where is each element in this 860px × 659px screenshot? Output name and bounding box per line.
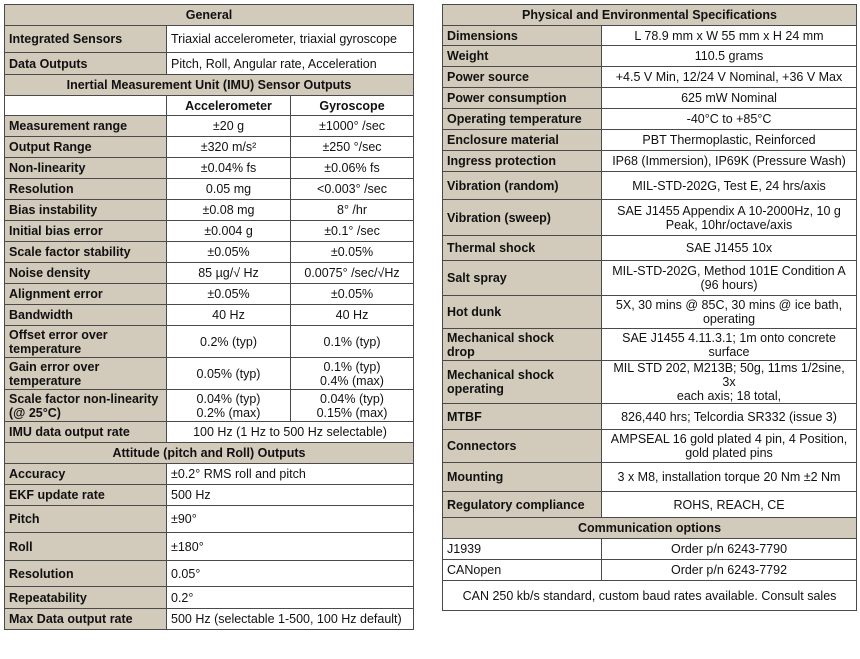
imu-row-accel-value: 0.05 mg bbox=[167, 179, 291, 200]
attitude-row-label: Resolution bbox=[5, 561, 167, 587]
physical-row-value: 3 x M8, installation torque 20 Nm ±2 Nm bbox=[602, 463, 857, 492]
attitude-row bbox=[5, 609, 414, 630]
physical-row-label: Mechanical shock drop bbox=[443, 329, 602, 361]
imu-row-gyro-value: 0.0075° /sec/√Hz bbox=[291, 263, 414, 284]
physical-row-value: MIL-STD-202G, Method 101E Condition A (96 hours) bbox=[602, 261, 857, 296]
attitude-row-label: Accuracy bbox=[5, 464, 167, 485]
physical-row-label: Mounting bbox=[443, 463, 602, 492]
gyroscope-column-header: Gyroscope bbox=[291, 96, 414, 116]
imu-row-gyro-value: 0.1% (typ) 0.4% (max) bbox=[291, 358, 414, 390]
physical-row bbox=[443, 361, 857, 404]
left-spec-body bbox=[5, 5, 414, 630]
attitude-row bbox=[5, 587, 414, 609]
physical-row-value: 826,440 hrs; Telcordia SR332 (issue 3) bbox=[602, 404, 857, 430]
physical-row-label: Dimensions bbox=[443, 26, 602, 46]
imu-row-label: Output Range bbox=[5, 137, 167, 158]
imu-row bbox=[5, 179, 414, 200]
physical-row-value: ROHS, REACH, CE bbox=[602, 492, 857, 518]
physical-title: Physical and Environmental Specifications bbox=[443, 5, 857, 26]
attitude-row bbox=[5, 533, 414, 561]
imu-row bbox=[5, 200, 414, 221]
imu-output-rate-value: 100 Hz (1 Hz to 500 Hz selectable) bbox=[167, 422, 414, 443]
imu-row-accel-value: ±20 g bbox=[167, 116, 291, 137]
physical-row-label: Hot dunk bbox=[443, 296, 602, 329]
attitude-row bbox=[5, 561, 414, 587]
imu-section-header bbox=[5, 75, 414, 96]
imu-row bbox=[5, 137, 414, 158]
physical-row-value: SAE J1455 Appendix A 10-2000Hz, 10 g Peak, 10hr/octave/axis bbox=[602, 200, 857, 236]
imu-row bbox=[5, 358, 414, 390]
imu-row bbox=[5, 242, 414, 263]
physical-row-label: Ingress protection bbox=[443, 151, 602, 172]
physical-row bbox=[443, 151, 857, 172]
general-row-label: Integrated Sensors bbox=[5, 26, 167, 53]
attitude-row-value: ±0.2° RMS roll and pitch bbox=[167, 464, 414, 485]
physical-row-value: SAE J1455 4.11.3.1; 1m onto concrete surface bbox=[602, 329, 857, 361]
imu-row-gyro-value: ±1000° /sec bbox=[291, 116, 414, 137]
imu-row-accel-value: ±0.04% fs bbox=[167, 158, 291, 179]
physical-row-value: 5X, 30 mins @ 85C, 30 mins @ ice bath, operating bbox=[602, 296, 857, 329]
imu-row bbox=[5, 390, 414, 422]
physical-row-label: Salt spray bbox=[443, 261, 602, 296]
attitude-row-label: Pitch bbox=[5, 506, 167, 533]
imu-row-gyro-value: 0.04% (typ) 0.15% (max) bbox=[291, 390, 414, 422]
attitude-row-label: EKF update rate bbox=[5, 485, 167, 506]
imu-row-label: Initial bias error bbox=[5, 221, 167, 242]
imu-row bbox=[5, 326, 414, 358]
physical-section-header bbox=[443, 5, 857, 26]
left-spec-table bbox=[4, 4, 414, 630]
imu-row bbox=[5, 158, 414, 179]
comm-title: Communication options bbox=[443, 518, 857, 539]
comm-note-row bbox=[443, 581, 857, 611]
imu-row-label: Non-linearity bbox=[5, 158, 167, 179]
physical-row-value: MIL-STD-202G, Test E, 24 hrs/axis bbox=[602, 172, 857, 200]
imu-row-label: Resolution bbox=[5, 179, 167, 200]
imu-title: Inertial Measurement Unit (IMU) Sensor Outputs bbox=[5, 75, 414, 96]
imu-column-headers bbox=[5, 96, 414, 116]
attitude-row-value: 0.2° bbox=[167, 587, 414, 609]
imu-row-accel-value: ±0.05% bbox=[167, 284, 291, 305]
physical-row-label: Enclosure material bbox=[443, 130, 602, 151]
attitude-section-header bbox=[5, 443, 414, 464]
imu-row-label: Bandwidth bbox=[5, 305, 167, 326]
imu-row-accel-value: ±0.08 mg bbox=[167, 200, 291, 221]
physical-row bbox=[443, 67, 857, 88]
physical-row bbox=[443, 172, 857, 200]
physical-row bbox=[443, 88, 857, 109]
comm-row-label: J1939 bbox=[443, 539, 602, 560]
physical-row bbox=[443, 430, 857, 463]
imu-row-label: Measurement range bbox=[5, 116, 167, 137]
attitude-title: Attitude (pitch and Roll) Outputs bbox=[5, 443, 414, 464]
accelerometer-column-header: Accelerometer bbox=[167, 96, 291, 116]
imu-row-accel-value: ±0.05% bbox=[167, 242, 291, 263]
imu-row-label: Gain error over temperature bbox=[5, 358, 167, 390]
attitude-row-label: Max Data output rate bbox=[5, 609, 167, 630]
attitude-row-value: 500 Hz (selectable 1-500, 100 Hz default) bbox=[167, 609, 414, 630]
attitude-row-label: Roll bbox=[5, 533, 167, 561]
physical-row bbox=[443, 261, 857, 296]
imu-row-gyro-value: ±0.05% bbox=[291, 242, 414, 263]
imu-row bbox=[5, 263, 414, 284]
physical-row-label: MTBF bbox=[443, 404, 602, 430]
attitude-row bbox=[5, 485, 414, 506]
physical-row-label: Vibration (sweep) bbox=[443, 200, 602, 236]
imu-row-accel-value: ±0.004 g bbox=[167, 221, 291, 242]
physical-row-label: Regulatory compliance bbox=[443, 492, 602, 518]
imu-row-gyro-value: 0.1% (typ) bbox=[291, 326, 414, 358]
imu-row-gyro-value: 40 Hz bbox=[291, 305, 414, 326]
physical-row-label: Power source bbox=[443, 67, 602, 88]
general-row bbox=[5, 53, 414, 75]
comm-row-label: CANopen bbox=[443, 560, 602, 581]
imu-row bbox=[5, 221, 414, 242]
physical-row-value: 110.5 grams bbox=[602, 46, 857, 67]
physical-row-value: L 78.9 mm x W 55 mm x H 24 mm bbox=[602, 26, 857, 46]
general-section-header bbox=[5, 5, 414, 26]
physical-row-label: Thermal shock bbox=[443, 236, 602, 261]
imu-row-accel-value: 40 Hz bbox=[167, 305, 291, 326]
imu-row-accel-value: ±320 m/s² bbox=[167, 137, 291, 158]
general-row-value: Pitch, Roll, Angular rate, Acceleration bbox=[167, 53, 414, 75]
physical-row bbox=[443, 492, 857, 518]
attitude-row-value: ±90° bbox=[167, 506, 414, 533]
physical-row-value: -40°C to +85°C bbox=[602, 109, 857, 130]
imu-header-blank bbox=[5, 96, 167, 116]
right-spec-body bbox=[443, 5, 857, 611]
imu-row-label: Offset error over temperature bbox=[5, 326, 167, 358]
physical-row bbox=[443, 200, 857, 236]
physical-row-label: Power consumption bbox=[443, 88, 602, 109]
imu-row-gyro-value: <0.003° /sec bbox=[291, 179, 414, 200]
physical-row-value: PBT Thermoplastic, Reinforced bbox=[602, 130, 857, 151]
comm-row-value: Order p/n 6243-7792 bbox=[602, 560, 857, 581]
imu-row-gyro-value: ±0.06% fs bbox=[291, 158, 414, 179]
general-row-label: Data Outputs bbox=[5, 53, 167, 75]
physical-row-label: Weight bbox=[443, 46, 602, 67]
imu-row-gyro-value: 8° /hr bbox=[291, 200, 414, 221]
attitude-row-value: 0.05° bbox=[167, 561, 414, 587]
imu-row-label: Scale factor stability bbox=[5, 242, 167, 263]
imu-row bbox=[5, 305, 414, 326]
attitude-row-value: 500 Hz bbox=[167, 485, 414, 506]
physical-row-value: IP68 (Immersion), IP69K (Pressure Wash) bbox=[602, 151, 857, 172]
physical-row bbox=[443, 329, 857, 361]
physical-row-value: +4.5 V Min, 12/24 V Nominal, +36 V Max bbox=[602, 67, 857, 88]
physical-row-label: Mechanical shock operating bbox=[443, 361, 602, 404]
attitude-row-label: Repeatability bbox=[5, 587, 167, 609]
imu-output-rate-row bbox=[5, 422, 414, 443]
comm-section-header bbox=[443, 518, 857, 539]
imu-row-gyro-value: ±0.1° /sec bbox=[291, 221, 414, 242]
imu-row-label: Noise density bbox=[5, 263, 167, 284]
physical-row bbox=[443, 46, 857, 67]
physical-row-value: SAE J1455 10x bbox=[602, 236, 857, 261]
comm-row bbox=[443, 560, 857, 581]
physical-row-value: 625 mW Nominal bbox=[602, 88, 857, 109]
imu-row-accel-value: 0.04% (typ) 0.2% (max) bbox=[167, 390, 291, 422]
imu-row-accel-value: 0.05% (typ) bbox=[167, 358, 291, 390]
imu-row-gyro-value: ±250 °/sec bbox=[291, 137, 414, 158]
physical-row bbox=[443, 236, 857, 261]
physical-row bbox=[443, 26, 857, 46]
physical-row-label: Operating temperature bbox=[443, 109, 602, 130]
comm-row-value: Order p/n 6243-7790 bbox=[602, 539, 857, 560]
attitude-row bbox=[5, 506, 414, 533]
physical-row-value: MIL STD 202, M213B; 50g, 11ms 1/2sine, 3x each axis; 18 total, bbox=[602, 361, 857, 404]
imu-row-label: Alignment error bbox=[5, 284, 167, 305]
physical-row-value: AMPSEAL 16 gold plated 4 pin, 4 Position, gold plated pins bbox=[602, 430, 857, 463]
attitude-row bbox=[5, 464, 414, 485]
physical-row bbox=[443, 463, 857, 492]
physical-row bbox=[443, 404, 857, 430]
comm-row bbox=[443, 539, 857, 560]
physical-row bbox=[443, 130, 857, 151]
imu-output-rate-label: IMU data output rate bbox=[5, 422, 167, 443]
physical-row bbox=[443, 109, 857, 130]
imu-row-accel-value: 85 µg/√ Hz bbox=[167, 263, 291, 284]
general-row-value: Triaxial accelerometer, triaxial gyroscope bbox=[167, 26, 414, 53]
general-row bbox=[5, 26, 414, 53]
attitude-row-value: ±180° bbox=[167, 533, 414, 561]
general-title: General bbox=[5, 5, 414, 26]
imu-row-label: Scale factor non-linearity (@ 25°C) bbox=[5, 390, 167, 422]
right-spec-table bbox=[442, 4, 857, 611]
comm-note: CAN 250 kb/s standard, custom baud rates available. Consult sales bbox=[443, 581, 857, 611]
imu-row-gyro-value: ±0.05% bbox=[291, 284, 414, 305]
imu-row-accel-value: 0.2% (typ) bbox=[167, 326, 291, 358]
physical-row-label: Connectors bbox=[443, 430, 602, 463]
imu-row-label: Bias instability bbox=[5, 200, 167, 221]
physical-row-label: Vibration (random) bbox=[443, 172, 602, 200]
physical-row bbox=[443, 296, 857, 329]
imu-row bbox=[5, 116, 414, 137]
imu-row bbox=[5, 284, 414, 305]
